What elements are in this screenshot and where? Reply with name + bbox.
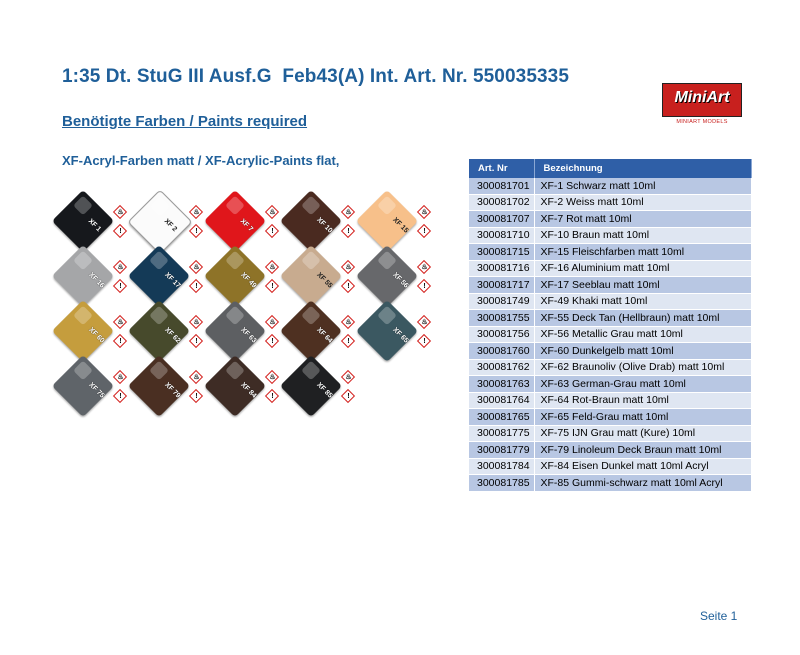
paint-jar-icon <box>280 355 342 417</box>
paint-code-label: XF 10 <box>315 216 334 235</box>
column-header-art-nr: Art. Nr <box>469 159 534 178</box>
paint-swatch <box>362 250 437 302</box>
exclamation-hazard-icon: ! <box>418 225 431 238</box>
table-row <box>469 244 751 261</box>
table-row <box>469 442 751 459</box>
paint-code-label: XF 64 <box>315 326 334 345</box>
exclamation-hazard-icon: ! <box>266 390 279 403</box>
paint-code-label: XF 1 <box>86 217 103 234</box>
exclamation-hazard-icon: ! <box>342 280 355 293</box>
paint-description-cell: XF-60 Dunkelgelb matt 10ml <box>534 343 751 360</box>
paint-jar-icon <box>52 190 114 252</box>
paint-swatch <box>286 360 361 412</box>
table-row <box>469 277 751 294</box>
paint-swatch <box>286 305 361 357</box>
paint-swatch <box>134 305 209 357</box>
paint-jar-icon <box>204 245 266 307</box>
paint-swatch <box>362 195 437 247</box>
exclamation-hazard-icon: ! <box>114 390 127 403</box>
paint-code-label: XF 62 <box>163 326 182 345</box>
paint-code-label: XF 17 <box>163 271 182 290</box>
paint-code-label: XF 56 <box>391 271 410 290</box>
exclamation-hazard-icon: ! <box>342 225 355 238</box>
flame-hazard-icon: ♨ <box>114 371 127 384</box>
flame-hazard-icon: ♨ <box>190 371 203 384</box>
article-number-cell: 300081760 <box>469 343 534 360</box>
paint-jar-icon <box>280 245 342 307</box>
paint-description-cell: XF-75 IJN Grau matt (Kure) 10ml <box>534 425 751 442</box>
paint-swatch <box>58 305 133 357</box>
page-number: Seite 1 <box>700 609 738 623</box>
paint-swatch <box>210 360 285 412</box>
flame-hazard-icon: ♨ <box>190 261 203 274</box>
table-row <box>469 211 751 228</box>
flame-hazard-icon: ♨ <box>342 261 355 274</box>
table-row <box>469 359 751 376</box>
flame-hazard-icon: ♨ <box>190 316 203 329</box>
article-number-cell: 300081765 <box>469 409 534 426</box>
paint-code-label: XF 75 <box>87 381 106 400</box>
paint-jar-icon <box>52 355 114 417</box>
paint-swatch <box>362 305 437 357</box>
article-number-cell: 300081716 <box>469 260 534 277</box>
exclamation-hazard-icon: ! <box>266 225 279 238</box>
article-number-cell: 300081762 <box>469 359 534 376</box>
flame-hazard-icon: ♨ <box>342 371 355 384</box>
paint-jar-icon <box>356 300 418 362</box>
paint-code-label: XF 15 <box>391 216 410 235</box>
article-number-cell: 300081749 <box>469 293 534 310</box>
paint-code-label: XF 7 <box>238 217 255 234</box>
paint-swatch <box>210 250 285 302</box>
paint-code-label: XF 55 <box>315 271 334 290</box>
article-number-cell: 300081785 <box>469 475 534 492</box>
paint-jar-icon <box>52 300 114 362</box>
paint-jar-icon <box>356 245 418 307</box>
paint-jar-icon <box>128 245 190 307</box>
flame-hazard-icon: ♨ <box>114 261 127 274</box>
paint-description-cell: XF-84 Eisen Dunkel matt 10ml Acryl <box>534 458 751 475</box>
article-number-cell: 300081710 <box>469 227 534 244</box>
paint-description-cell: XF-15 Fleischfarben matt 10ml <box>534 244 751 261</box>
paints-required-heading: Benötigte Farben / Paints required <box>62 113 308 130</box>
logo-tagline: MINIART MODELS <box>676 119 728 125</box>
paint-description-cell: XF-55 Deck Tan (Hellbraun) matt 10ml <box>534 310 751 327</box>
table-row <box>469 376 751 393</box>
paint-jar-icon <box>204 300 266 362</box>
exclamation-hazard-icon: ! <box>342 390 355 403</box>
paint-jar-icon <box>356 190 418 252</box>
paint-jar-icon <box>128 300 190 362</box>
table-row <box>469 409 751 426</box>
flame-hazard-icon: ♨ <box>342 316 355 329</box>
table-row <box>469 194 751 211</box>
paint-swatch <box>58 250 133 302</box>
flame-hazard-icon: ♨ <box>266 261 279 274</box>
article-number-cell: 300081756 <box>469 326 534 343</box>
paint-swatch <box>134 195 209 247</box>
column-header-bezeichnung: Bezeichnung <box>534 159 751 178</box>
paint-code-label: XF 65 <box>391 326 410 345</box>
paint-swatch <box>134 360 209 412</box>
exclamation-hazard-icon: ! <box>266 280 279 293</box>
table-row <box>469 293 751 310</box>
flame-hazard-icon: ♨ <box>266 316 279 329</box>
paint-swatch <box>210 195 285 247</box>
paint-description-cell: XF-7 Rot matt 10ml <box>534 211 751 228</box>
table-row <box>469 475 751 492</box>
table-row <box>469 178 751 194</box>
paint-description-cell: XF-63 German-Grau matt 10ml <box>534 376 751 393</box>
flame-hazard-icon: ♨ <box>418 261 431 274</box>
paint-jar-icon <box>280 300 342 362</box>
flame-hazard-icon: ♨ <box>418 316 431 329</box>
paint-description-cell: XF-2 Weiss matt 10ml <box>534 194 751 211</box>
paint-jar-icon <box>280 190 342 252</box>
paint-description-cell: XF-17 Seeblau matt 10ml <box>534 277 751 294</box>
table-row <box>469 310 751 327</box>
paint-jar-icon <box>128 355 190 417</box>
acrylic-paints-section-heading: XF-Acryl-Farben matt / XF-Acrylic-Paints flat, <box>62 153 340 168</box>
paint-code-label: XF 60 <box>87 326 106 345</box>
logo-wordmark: MiniArt <box>674 89 730 106</box>
miniart-logo <box>659 83 745 129</box>
article-number-cell: 300081775 <box>469 425 534 442</box>
paint-list-table <box>469 159 752 492</box>
paint-swatch <box>286 250 361 302</box>
table-row <box>469 392 751 409</box>
paint-swatch-grid <box>58 195 438 410</box>
paint-code-label: XF 2 <box>162 217 179 234</box>
exclamation-hazard-icon: ! <box>190 390 203 403</box>
paint-code-label: XF 79 <box>163 381 182 400</box>
table-row <box>469 458 751 475</box>
paint-jar-icon <box>127 189 192 254</box>
exclamation-hazard-icon: ! <box>190 335 203 348</box>
paint-description-cell: XF-85 Gummi-schwarz matt 10ml Acryl <box>534 475 751 492</box>
paint-code-label: XF 49 <box>239 271 258 290</box>
exclamation-hazard-icon: ! <box>190 280 203 293</box>
article-number-cell: 300081763 <box>469 376 534 393</box>
article-number-cell: 300081702 <box>469 194 534 211</box>
paint-swatch <box>286 195 361 247</box>
paint-description-cell: XF-56 Metallic Grau matt 10ml <box>534 326 751 343</box>
flame-hazard-icon: ♨ <box>342 206 355 219</box>
paint-swatch <box>58 360 133 412</box>
table-row <box>469 260 751 277</box>
exclamation-hazard-icon: ! <box>190 225 203 238</box>
paint-description-cell: XF-62 Braunoliv (Olive Drab) matt 10ml <box>534 359 751 376</box>
article-number-cell: 300081784 <box>469 458 534 475</box>
paint-description-cell: XF-64 Rot-Braun matt 10ml <box>534 392 751 409</box>
table-row <box>469 425 751 442</box>
paint-code-label: XF 84 <box>239 381 258 400</box>
article-number-cell: 300081715 <box>469 244 534 261</box>
exclamation-hazard-icon: ! <box>114 335 127 348</box>
flame-hazard-icon: ♨ <box>114 206 127 219</box>
exclamation-hazard-icon: ! <box>418 280 431 293</box>
paint-code-label: XF 63 <box>239 326 258 345</box>
article-number-cell: 300081717 <box>469 277 534 294</box>
exclamation-hazard-icon: ! <box>114 280 127 293</box>
paint-description-cell: XF-16 Aluminium matt 10ml <box>534 260 751 277</box>
article-number-cell: 300081779 <box>469 442 534 459</box>
exclamation-hazard-icon: ! <box>266 335 279 348</box>
table-header-row <box>469 159 751 178</box>
paint-description-cell: XF-1 Schwarz matt 10ml <box>534 178 751 194</box>
paint-swatch <box>58 195 133 247</box>
paint-description-cell: XF-65 Feld-Grau matt 10ml <box>534 409 751 426</box>
paint-description-cell: XF-10 Braun matt 10ml <box>534 227 751 244</box>
paint-code-label: XF 85 <box>315 381 334 400</box>
exclamation-hazard-icon: ! <box>342 335 355 348</box>
paint-jar-icon <box>204 355 266 417</box>
exclamation-hazard-icon: ! <box>114 225 127 238</box>
flame-hazard-icon: ♨ <box>190 206 203 219</box>
flame-hazard-icon: ♨ <box>418 206 431 219</box>
flame-hazard-icon: ♨ <box>266 206 279 219</box>
paint-swatch <box>210 305 285 357</box>
flame-hazard-icon: ♨ <box>114 316 127 329</box>
paint-description-cell: XF-79 Linoleum Deck Braun matt 10ml <box>534 442 751 459</box>
article-number-cell: 300081701 <box>469 178 534 194</box>
exclamation-hazard-icon: ! <box>418 335 431 348</box>
paint-code-label: XF 16 <box>87 271 106 290</box>
paint-description-cell: XF-49 Khaki matt 10ml <box>534 293 751 310</box>
table-row <box>469 326 751 343</box>
article-number-cell: 300081707 <box>469 211 534 228</box>
article-number-cell: 300081764 <box>469 392 534 409</box>
article-number-cell: 300081755 <box>469 310 534 327</box>
table-row <box>469 227 751 244</box>
paint-swatch <box>134 250 209 302</box>
document-title: 1:35 Dt. StuG III Ausf.G Feb43(A) Int. Art. Nr. 550035335 <box>62 66 569 87</box>
flame-hazard-icon: ♨ <box>266 371 279 384</box>
paint-jar-icon <box>204 190 266 252</box>
table-row <box>469 343 751 360</box>
paint-jar-icon <box>52 245 114 307</box>
